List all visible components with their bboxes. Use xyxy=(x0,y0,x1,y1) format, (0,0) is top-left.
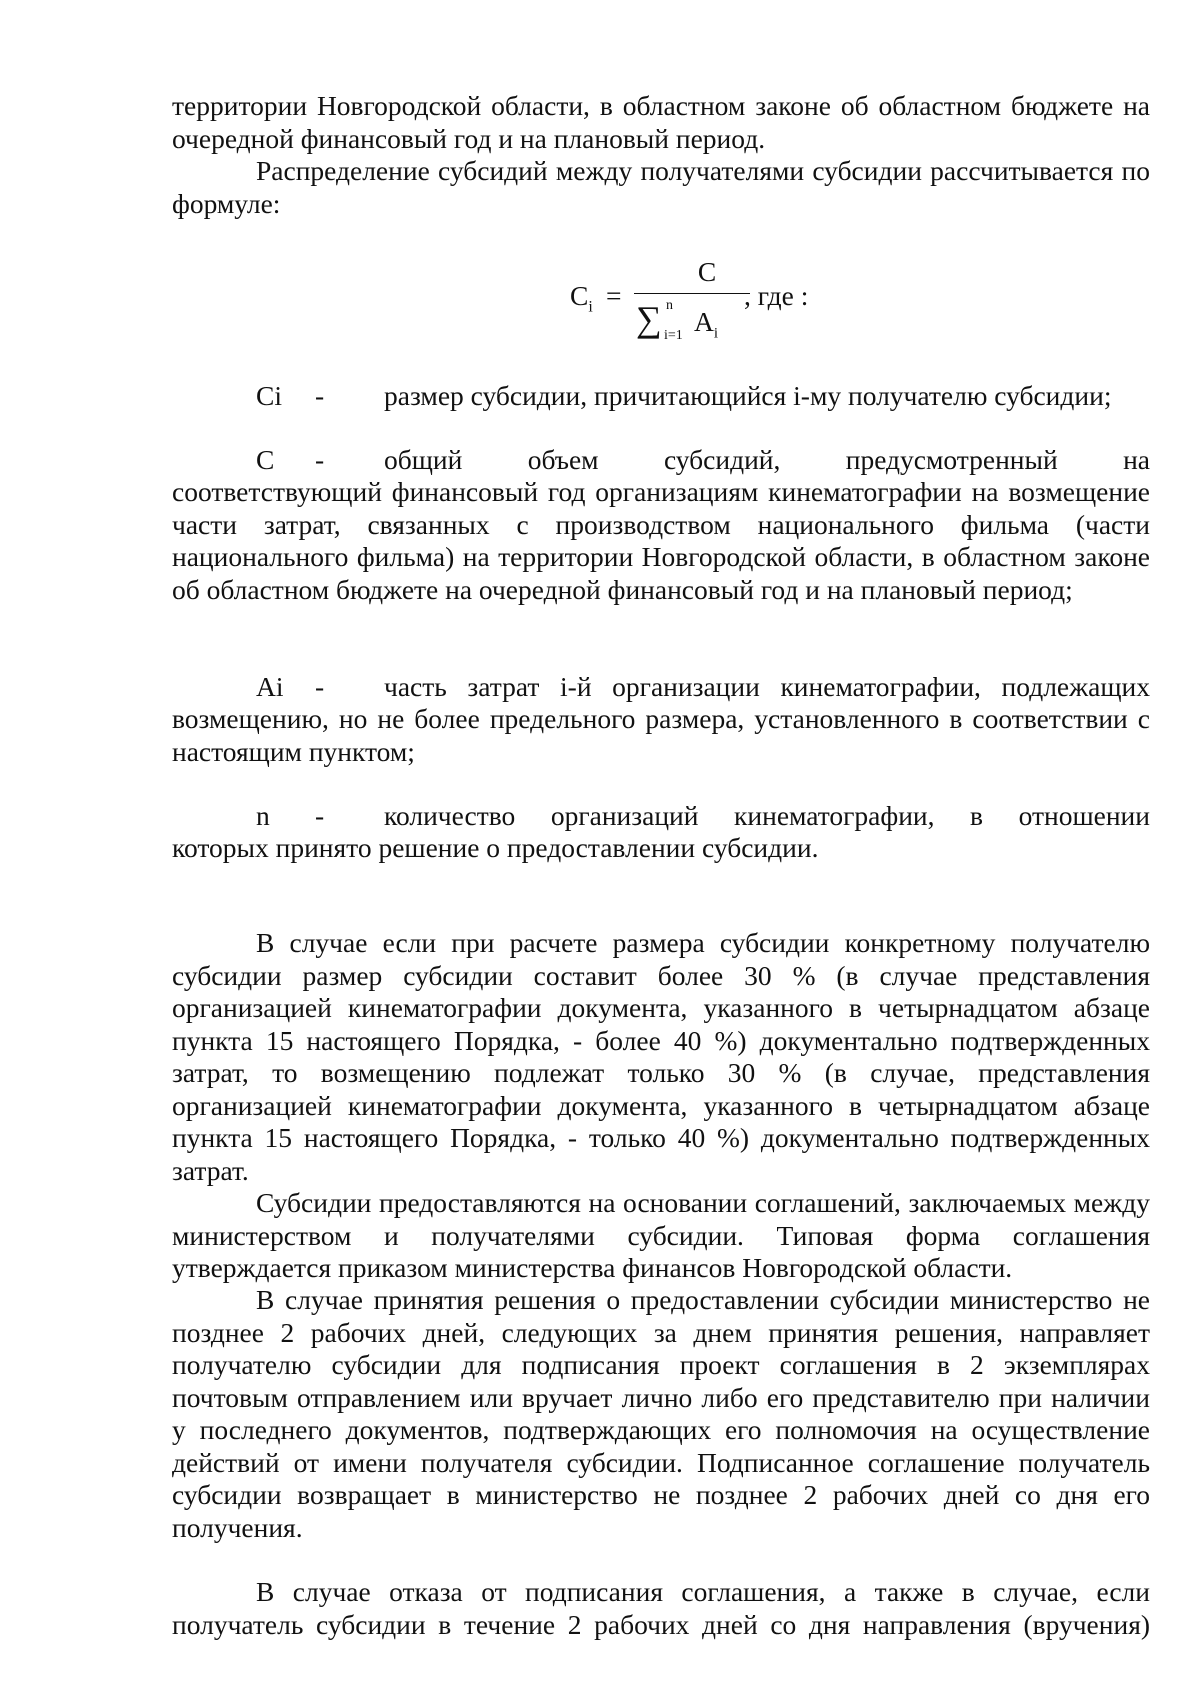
paragraph: В случае отказа от подписания соглашения, а также в случае, если получатель субсидии в течение 2 рабочих дней со дня направления (вручения) xyxy=(172,1576,1150,1640)
definition-term: С xyxy=(256,444,275,475)
definition-text: количество организаций кинематографии, в отношении xyxy=(384,800,1150,831)
definition-term: n xyxy=(256,800,270,831)
definition-term: Ci xyxy=(256,380,282,411)
formula-lhs: $C_i$ xyxy=(570,280,593,316)
formula-denominator xyxy=(636,298,719,343)
definition-dash: - xyxy=(315,800,325,831)
formula xyxy=(570,256,830,352)
intro-continuation: территории Новгородской области, в областном законе об областном бюджете на очередной финансовый год и на плановый период. xyxy=(172,90,1150,154)
definition-text: общий объем субсидий, предусмотренный на xyxy=(384,444,1150,475)
formula-where: , где : xyxy=(744,280,809,311)
definition-text-continued: возмещению, но не более предельного размера, установленного в соответствии с настоящим пунктом; xyxy=(172,703,1150,767)
definition-dash: - xyxy=(315,671,325,702)
definition-text-continued: соответствующий финансовый год организациям кинематографии на возмещение части затрат, связанных с производством национального фильма (части национального фильма) на территории Новгородской области, в областном законе об областном бюджете на очередной финансовый год и на плановый период; xyxy=(172,476,1150,605)
sigma-symbol: ∑ xyxy=(636,299,662,339)
paragraph: В случае принятия решения о предоставлении субсидии министерство не позднее 2 рабочих дней, следующих за днем принятия решения, направляет получателю субсидии для подписания проект соглашения в 2 экземплярах почтовым отправлением или вручает лично либо его представителю при наличии у последнего документов, подтверждающих его полномочия на осуществление действий от имени получателя субсидии. Подписанное соглашение получатель субсидии возвращает в министерство не позднее 2 рабочих дней со дня его получения. xyxy=(172,1284,1150,1543)
paragraph: Субсидии предоставляются на основании соглашений, заключаемых между министерством и получателями субсидии. Типовая форма соглашения утверждается приказом министерства финансов Новгородской области. xyxy=(172,1187,1150,1283)
paragraph: В случае если при расчете размера субсидии конкретному получателю субсидии размер субсидии составит более 30 % (в случае представления организацией кинематографии документа, указанного в четырнадцатом абзаце пункта 15 настоящего Порядка, - более 40 %) документально подтвержденных затрат, то возмещению подлежат только 30 % (в случае, представления организацией кинематографии документа, указанного в четырнадцатом абзаце пункта 15 настоящего Порядка, - только 40 %) документально подтвержденных затрат. xyxy=(172,927,1150,1186)
formula-intro: Распределение субсидий между получателями субсидии рассчитывается по формуле: xyxy=(172,155,1150,219)
formula-equals: = xyxy=(606,280,622,311)
sigma-upper-limit: n xyxy=(666,298,673,313)
fraction-bar xyxy=(634,293,750,294)
definition-dash: - xyxy=(315,380,325,411)
definition-dash: - xyxy=(315,444,325,475)
definition-text-continued: которых принято решение о предоставлении субсидии. xyxy=(172,832,819,863)
sigma-lower-limit: i=1 xyxy=(664,328,683,343)
definition-text: размер субсидии, причитающийся i-му получателю субсидии; xyxy=(384,380,1112,411)
denominator-variable: $A_i$ xyxy=(694,306,719,342)
definition-term: Ai xyxy=(256,671,284,702)
definition-text: часть затрат i-й организации кинематографии, подлежащих xyxy=(384,671,1150,702)
formula-numerator: C xyxy=(697,256,717,287)
